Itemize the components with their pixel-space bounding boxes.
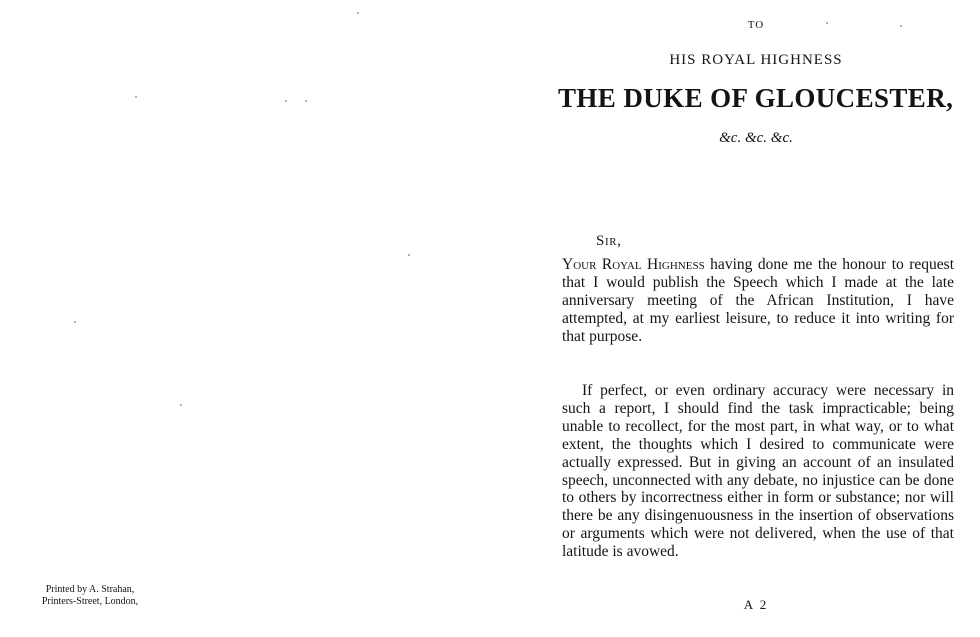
printer-line: Printed by A. Strahan, bbox=[45, 584, 135, 595]
paper-speck bbox=[74, 321, 76, 323]
dedication-to: TO bbox=[747, 19, 765, 31]
paragraph-1-text: having done me the honour to request that I would publish the Speech which I made at the late anniversary meeting of the African Institution, I have attempted, at my earliest leisure, to reduce it into writing for that purpose. bbox=[562, 256, 954, 345]
dedication-title: HIS ROYAL HIGHNESS bbox=[669, 52, 843, 68]
paragraph-1 bbox=[562, 256, 954, 346]
paper-speck bbox=[180, 404, 182, 406]
paper-speck bbox=[408, 254, 410, 256]
printer-imprint bbox=[20, 584, 160, 608]
dedication-etc: &c. &c. &c. bbox=[719, 130, 793, 146]
paper-speck bbox=[285, 100, 287, 102]
paragraph-1-lead: Your Royal Highness bbox=[562, 256, 705, 273]
paper-speck bbox=[305, 100, 307, 102]
salutation: Sir, bbox=[596, 233, 622, 249]
paper-speck bbox=[135, 96, 137, 98]
paragraph-2: If perfect, or even ordinary accuracy were necessary in such a report, I should find the task impracticable; being unable to recollect, for the most part, in what way, or to what extent, the thoughts which I desired to communicate were actually expressed. But in giving an account of an insulated speech, unconnected with any debate, no injustice can be done to others by incorrectness either in form or substance; nor will there be any disingenuousness in the insertion of observations or arguments which were not delivered, when the use of that latitude is avowed. bbox=[562, 382, 954, 561]
paper-speck bbox=[357, 12, 359, 14]
signature-mark: A 2 bbox=[743, 597, 769, 612]
dedicatee-name: THE DUKE OF GLOUCESTER, bbox=[558, 83, 954, 113]
right-page bbox=[490, 0, 980, 637]
printer-address-line: Printers-Street, London, bbox=[41, 596, 139, 607]
